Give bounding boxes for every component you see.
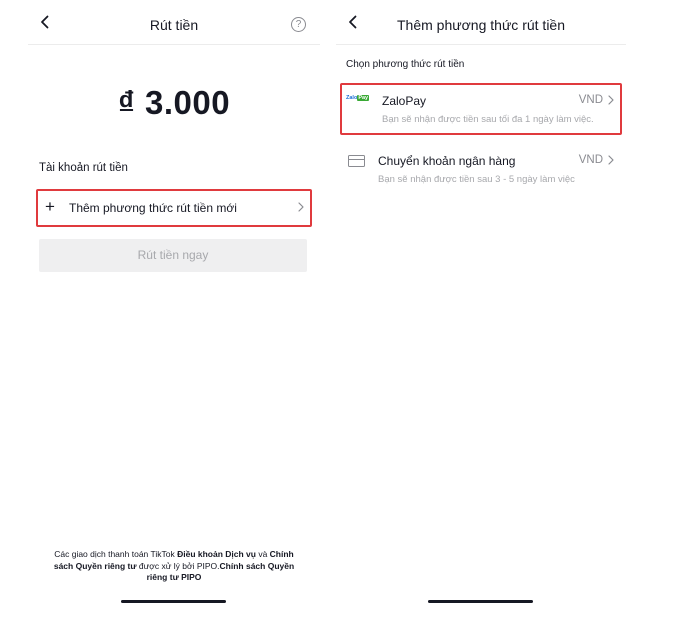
chevron-right-icon <box>606 155 616 165</box>
logo-text: Zalo <box>346 95 358 101</box>
page-title: Thêm phương thức rút tiền <box>397 17 565 33</box>
choose-method-label: Chọn phương thức rút tiền <box>346 59 465 70</box>
withdraw-screen <box>28 0 320 634</box>
option-currency: VND <box>578 94 603 106</box>
home-indicator <box>428 600 533 603</box>
zalopay-option[interactable] <box>340 83 622 135</box>
help-icon[interactable]: ? <box>291 17 306 32</box>
option-name: Chuyển khoản ngân hàng <box>378 154 516 168</box>
chevron-right-icon <box>606 95 616 105</box>
option-description: Bạn sẽ nhận được tiền sau 3 - 5 ngày làm việc <box>378 174 575 185</box>
card-icon <box>348 155 365 167</box>
footer-text: Các giao dịch thanh toán TikTok <box>54 549 178 559</box>
zalopay-logo <box>346 93 374 104</box>
footer-text: được xử lý bởi PIPO. <box>136 560 220 571</box>
privacy-policy-link[interactable]: Chính sách Quyền riêng tư <box>53 549 294 571</box>
add-method-button[interactable] <box>36 189 312 227</box>
chevron-right-icon <box>296 202 306 212</box>
page-title: Rút tiền <box>149 17 199 33</box>
nav-bar <box>336 0 626 45</box>
footer-text: và <box>255 549 270 559</box>
plus-icon: + <box>45 197 55 216</box>
option-currency: VND <box>578 154 603 166</box>
option-description: Bạn sẽ nhận được tiền sau tối đa 1 ngày làm việc. <box>382 114 594 125</box>
add-withdraw-method-screen <box>336 0 626 634</box>
logo-text: Pay <box>358 95 369 101</box>
option-name: ZaloPay <box>382 94 427 108</box>
account-section-label: Tài khoản rút tiền <box>39 162 128 174</box>
nav-bar <box>28 0 320 45</box>
balance-amount: ₫ 3.000 <box>117 84 231 121</box>
pipo-privacy-link[interactable]: Chính sách Quyền riêng tư PIPO <box>146 560 295 582</box>
home-indicator <box>121 600 226 603</box>
add-method-label: Thêm phương thức rút tiền mới <box>69 201 237 215</box>
terms-of-service-link[interactable]: Điều khoản Dịch vụ <box>177 549 256 559</box>
withdraw-now-button[interactable]: Rút tiền ngay <box>39 239 307 272</box>
payment-footer-note <box>48 549 300 584</box>
bank-transfer-option[interactable] <box>342 148 618 190</box>
